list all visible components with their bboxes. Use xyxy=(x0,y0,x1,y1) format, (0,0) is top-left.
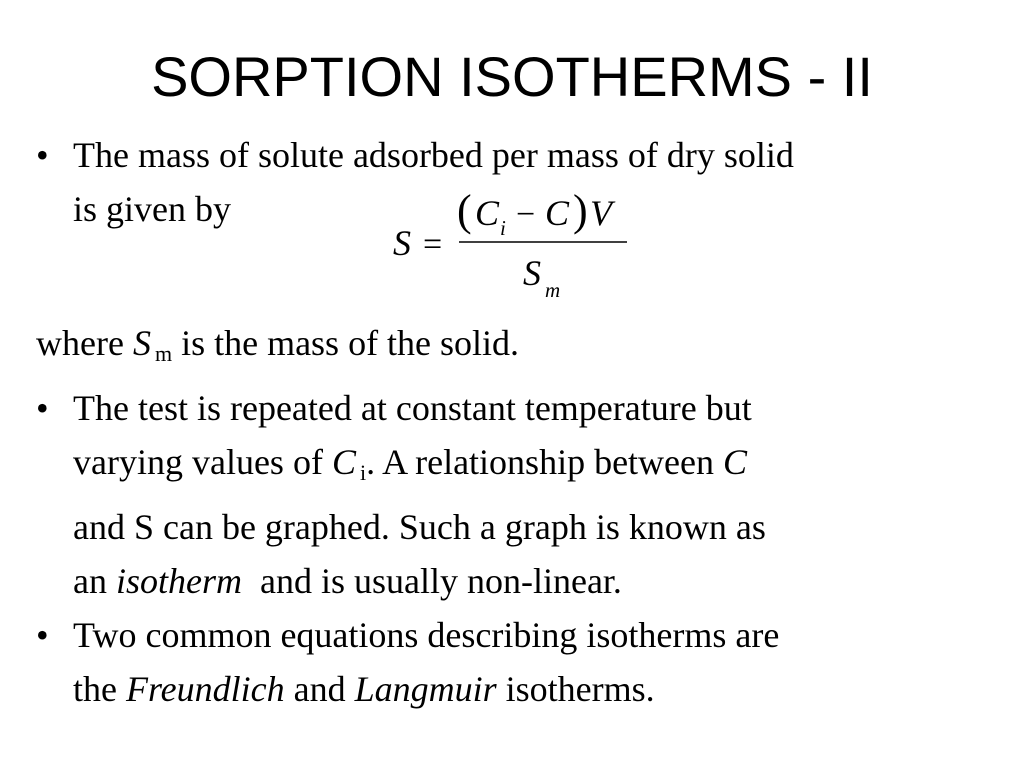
bullet-line: and S can be graphed. Such a graph is known as xyxy=(73,507,766,547)
var-c: C xyxy=(331,442,356,482)
formula-open-paren: ( xyxy=(457,187,472,235)
formula-svg xyxy=(385,187,635,302)
bullet-dot: • xyxy=(36,135,49,175)
formula-denom-sub: m xyxy=(545,278,561,302)
bullet-line: Two common equations describing isotherms are xyxy=(73,615,780,655)
bullet-dot: • xyxy=(36,388,49,428)
slide-title: SORPTION ISOTHERMS - II xyxy=(151,45,873,108)
term-isotherm: isotherm xyxy=(115,561,242,601)
formula-equals: = xyxy=(423,226,443,263)
line-suffix: isotherms. xyxy=(496,669,655,709)
var-c-sub: i xyxy=(359,460,367,485)
formula-minus: − xyxy=(516,196,536,233)
formula-lhs: S xyxy=(393,223,411,263)
line-mid: . A relationship between xyxy=(366,442,724,482)
formula-c: C xyxy=(475,193,500,233)
bullet-line: The mass of solute adsorbed per mass of dry solid xyxy=(73,135,794,175)
bullet-dot: • xyxy=(36,615,49,655)
line-suffix: and is usually non-linear. xyxy=(241,561,622,601)
line-prefix: an xyxy=(73,561,116,601)
where-var: S xyxy=(132,323,151,363)
var-c2: C xyxy=(723,442,748,482)
bullet-line: is given by xyxy=(73,189,231,229)
line-mid: and xyxy=(284,669,355,709)
sorption-formula xyxy=(385,187,635,302)
formula-close-paren: ) xyxy=(573,187,588,235)
where-line xyxy=(36,316,519,381)
term-langmuir: Langmuir xyxy=(354,669,497,709)
bullet-line xyxy=(73,662,996,716)
bullet-item-test-repeated xyxy=(36,381,996,608)
line-prefix: the xyxy=(73,669,126,709)
formula-denom: S xyxy=(523,253,541,293)
where-prefix: where xyxy=(36,323,133,363)
bullet-line xyxy=(73,435,996,500)
bullet-line: The test is repeated at constant temperature but xyxy=(73,388,752,428)
formula-v: V xyxy=(590,193,612,233)
where-suffix: is the mass of the solid. xyxy=(172,323,520,363)
bullet-text xyxy=(73,381,996,608)
bullet-text xyxy=(73,608,996,716)
term-freundlich: Freundlich xyxy=(125,669,285,709)
where-sub: m xyxy=(154,341,173,366)
line-prefix: varying values of xyxy=(73,442,332,482)
formula-c-sub: i xyxy=(500,216,506,240)
bullet-line xyxy=(73,554,996,608)
formula-c2: C xyxy=(545,193,570,233)
bullet-item-common-equations xyxy=(36,608,996,716)
